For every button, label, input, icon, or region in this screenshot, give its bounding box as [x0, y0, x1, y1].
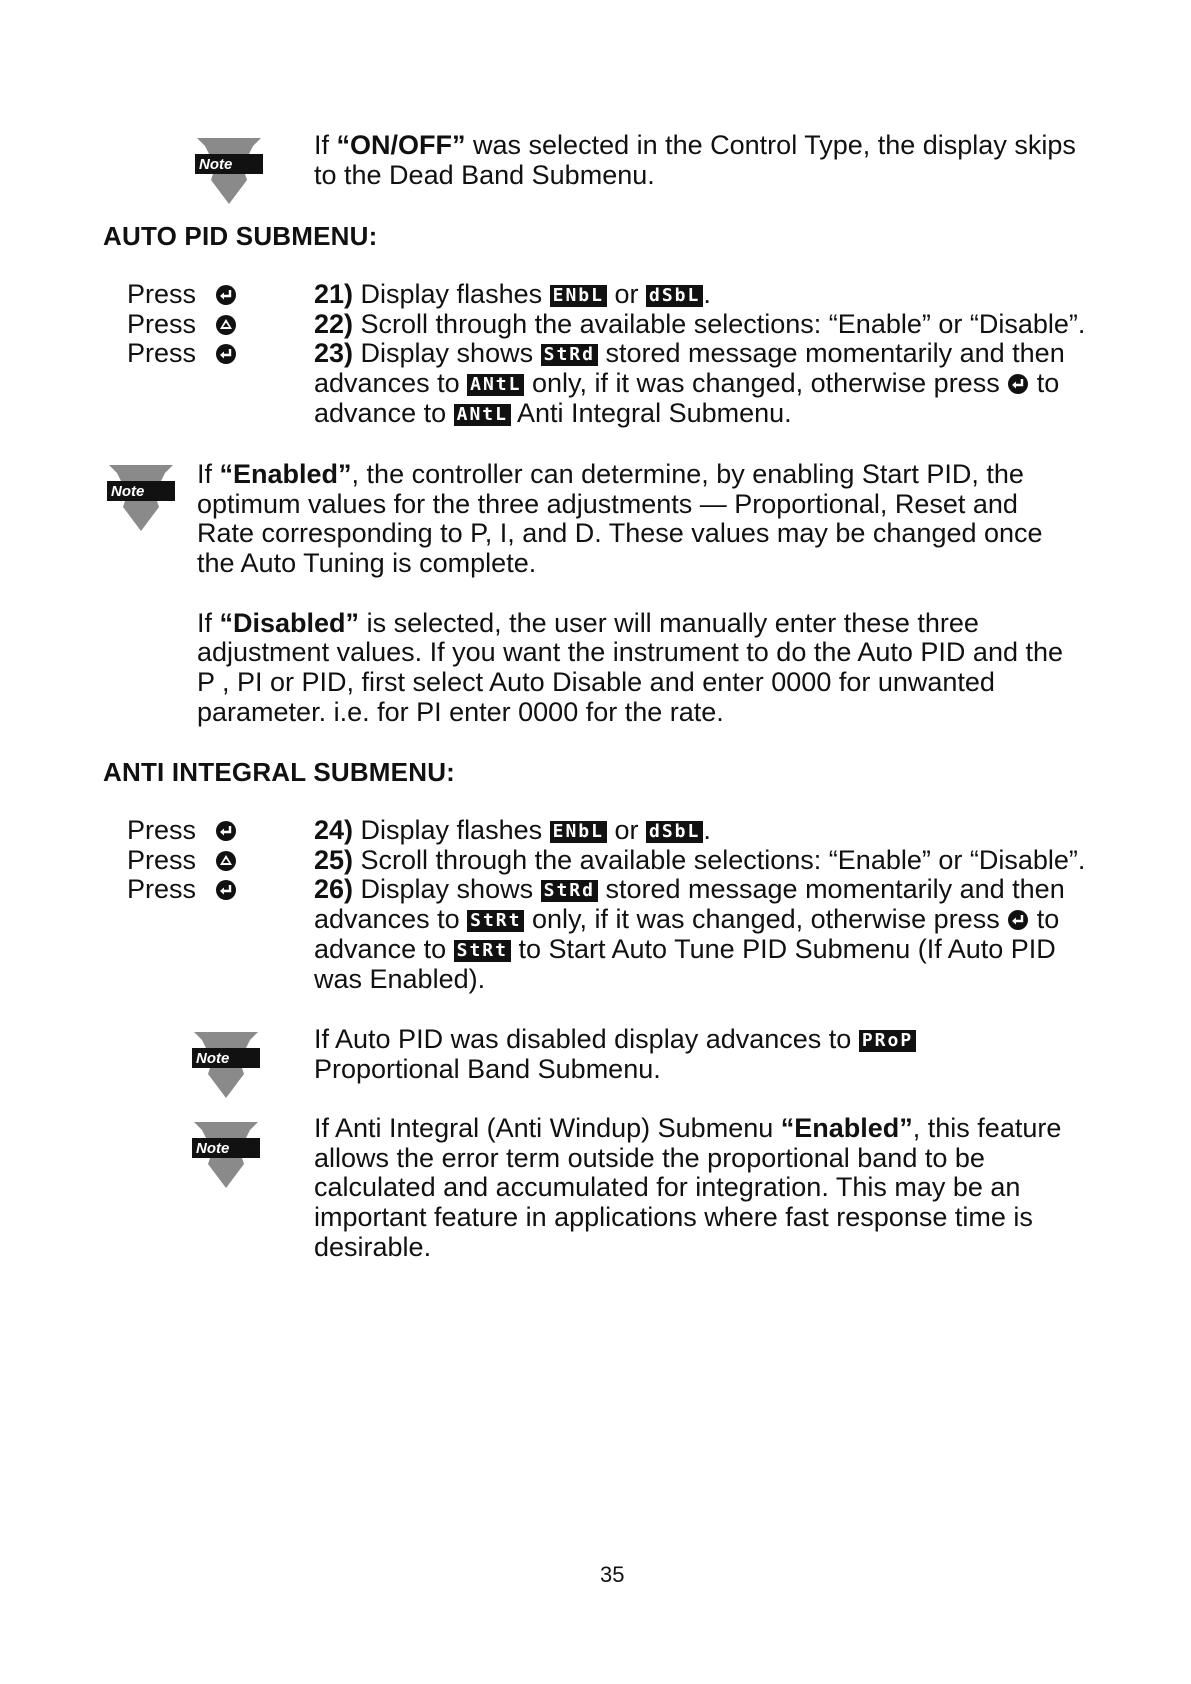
lcd-display: PRoP: [859, 1030, 916, 1052]
note-icon: [190, 1030, 262, 1098]
lcd-display: StRd: [541, 344, 598, 366]
anti-integral-press-list: Press Press Press: [127, 816, 237, 905]
lcd-display: ANtL: [467, 374, 524, 396]
enter-icon: [1007, 373, 1029, 395]
step-23: 23) Display shows StRd stored message momentarily and then: [314, 338, 1065, 369]
step-26: 26) Display shows StRd stored message momentarily and then: [314, 874, 1065, 905]
enter-icon: [215, 343, 237, 365]
auto-pid-heading: AUTO PID SUBMENU:: [103, 221, 378, 251]
note-label: Note: [111, 483, 145, 500]
anti-integral-steps: 24) Display flashes ENbL or dSbL . 25) Scroll through the available selections: “Enable” or “Disable”. 26) Display shows StRd stored message momentarily and then advances to StRt only, if it was changed, otherwise press to advance to StRt to Start Auto Tune PID Submenu (If Auto PID was Enabled).: [314, 815, 1086, 994]
lcd-display: StRt: [454, 940, 511, 962]
anti-integral-heading: ANTI INTEGRAL SUBMENU:: [103, 757, 456, 787]
note-label: Note: [196, 1140, 230, 1157]
step-21: 21) Display flashes ENbL or dSbL .: [314, 279, 711, 309]
enter-icon: [215, 879, 237, 901]
note-label: Note: [196, 1050, 230, 1067]
lcd-display: StRt: [467, 910, 524, 932]
step-24: 24) Display flashes ENbL or dSbL .: [314, 815, 711, 845]
note-icon: [193, 136, 265, 204]
auto-pid-steps: 21) Display flashes ENbL or dSbL . 22) Scroll through the available selections: “Enable” or “Disable”. 23) Display shows StRd stored message momentarily and then advances to ANtL only, if it was changed, otherwise press to advance to ANtL Anti Integral Submenu.: [314, 279, 1086, 428]
up-arrow-icon: [215, 314, 237, 336]
note-auto-pid-disabled-text: If Auto PID was disabled display advances to PRoP Proportional Band Submenu.: [314, 1025, 916, 1084]
note-label: Note: [199, 156, 233, 173]
lcd-display: dSbL: [646, 285, 703, 307]
note-anti-windup-text: If Anti Integral (Anti Windup) Submenu “Enabled”, this feature allows the error term outside the proportional band to be calculated and accumulated for integration. This may be an important feature in applications where fast response time is desirable.: [314, 1113, 1062, 1262]
note-icon: [190, 1120, 262, 1188]
note-on-off-text: If “ON/OFF” was selected in the Control Type, the display skips to the Dead Band Submenu.: [314, 130, 1076, 190]
auto-pid-press-list: Press Press Press: [127, 280, 237, 369]
enter-icon: [215, 820, 237, 842]
lcd-display: ANtL: [454, 404, 511, 426]
lcd-display: ENbL: [550, 821, 607, 843]
enter-icon: [215, 284, 237, 306]
step-25: 25) Scroll through the available selections: “Enable” or “Disable”.: [314, 844, 1086, 875]
lcd-display: dSbL: [646, 821, 703, 843]
lcd-display: ENbL: [550, 285, 607, 307]
note-icon: [105, 463, 177, 531]
page-number: 35: [600, 1562, 625, 1587]
lcd-display: StRd: [541, 880, 598, 902]
enter-icon: [1007, 909, 1029, 931]
note-enabled-disabled-text: If “Enabled”, the controller can determine, by enabling Start PID, the optimum values for the three adjustments — Proportional, Reset and Rate corresponding to P, I, and D. These values may be changed once the Auto Tuning is complete. If “Disabled” is selected, the user will manually enter these three adjustment values. If you want the instrument to do the Auto PID and the P , PI or PID, first select Auto Disable and enter 0000 for unwanted parameter. i.e. for PI enter 0000 for the rate.: [197, 459, 1064, 727]
up-arrow-icon: [215, 850, 237, 872]
step-22: 22) Scroll through the available selections: “Enable” or “Disable”.: [314, 308, 1086, 339]
